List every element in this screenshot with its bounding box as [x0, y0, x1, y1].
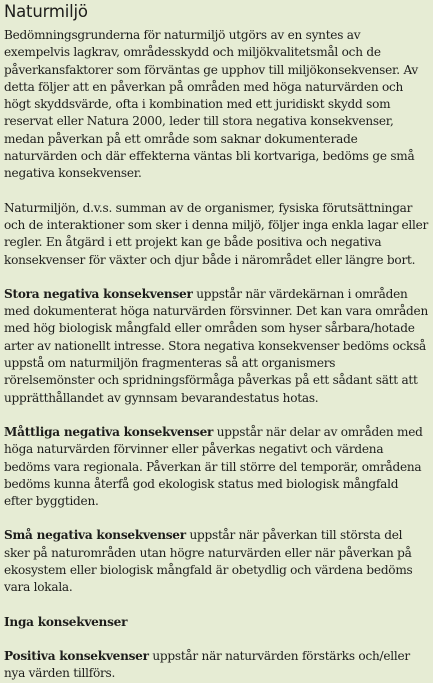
panel-title: Naturmiljö	[4, 2, 88, 21]
intro-text: Bedömningsgrunderna för naturmiljö utgörs av en syntes av exempelvis lagkrav, områdesskydd och miljökvalitetsmål och de påverkansfaktorer som förväntas ge upphov till miljökonsekvenser. Av detta följer att en påverkan på områden med höga naturvärden och högt skyddsvärde, ofta i kombination med ett juridiskt skydd som reservat eller Natura 2000, leder till stora negativa konsekvenser, medan påverkan på ett område som saknar dokumenterade naturvärden och där effekterna väntas bli kortvariga, bedöms ge små negativa konsekvenser.	[4, 28, 419, 181]
naturmiljo-definition-paragraph	[4, 200, 429, 269]
no-consequences-label: Inga konsekvenser	[4, 614, 128, 629]
small-negative-paragraph	[4, 527, 429, 596]
positive-paragraph	[4, 648, 429, 683]
moderate-negative-label: Måttliga negativa konsekvenser	[4, 424, 214, 439]
no-consequences-paragraph	[4, 614, 429, 631]
small-negative-label: Små negativa konsekvenser	[4, 528, 186, 543]
small-negative-text: uppstår när påverkan till största del sker på naturområden utan högre naturvärden eller när påverkan på ekosystem eller biologisk mångfald är obetydlig och värdena bedöms vara lokala.	[4, 528, 413, 595]
large-negative-text: uppstår när värdekärnan i områden med dokumenterat höga naturvärden försvinner. Det kan vara områden med hög biologisk mångfald eller områden som hyser sårbara/hotade arter av nationellt intresse. Stora negativa konsekvenser bedöms också uppstå om naturmiljön fragmenteras så att organismers rörelsemönster och spridningsförmåga påverkas på ett sådant sätt att upprätthållandet av gynnsam bevarandestatus hotas.	[4, 286, 428, 405]
large-negative-label: Stora negativa konsekvenser	[4, 286, 193, 301]
definition-text: Naturmiljön, d.v.s. summan av de organismer, fysiska förutsättningar och de interaktioner som sker i denna miljö, följer inga enkla lagar eller regler. En åtgärd i ett projekt kan ge både positiva och negativa konsekvenser för växter och djur både i närområdet eller längre bort.	[4, 200, 429, 267]
intro-paragraph	[4, 27, 429, 183]
large-negative-paragraph	[4, 286, 429, 407]
positive-label: Positiva konsekvenser	[4, 648, 149, 663]
moderate-negative-paragraph	[4, 424, 429, 510]
moderate-negative-text: uppstår när delar av områden med höga naturvärden förvinner eller påverkas negativt och värdena bedöms vara regionala. Påverkan är till större del temporär, områdena bedöms kunna återfå god ekologisk status med biologisk mångfald efter byggtiden.	[4, 424, 423, 509]
positive-text: uppstår när naturvärden förstärks och/eller nya värden tillförs.	[4, 648, 410, 681]
